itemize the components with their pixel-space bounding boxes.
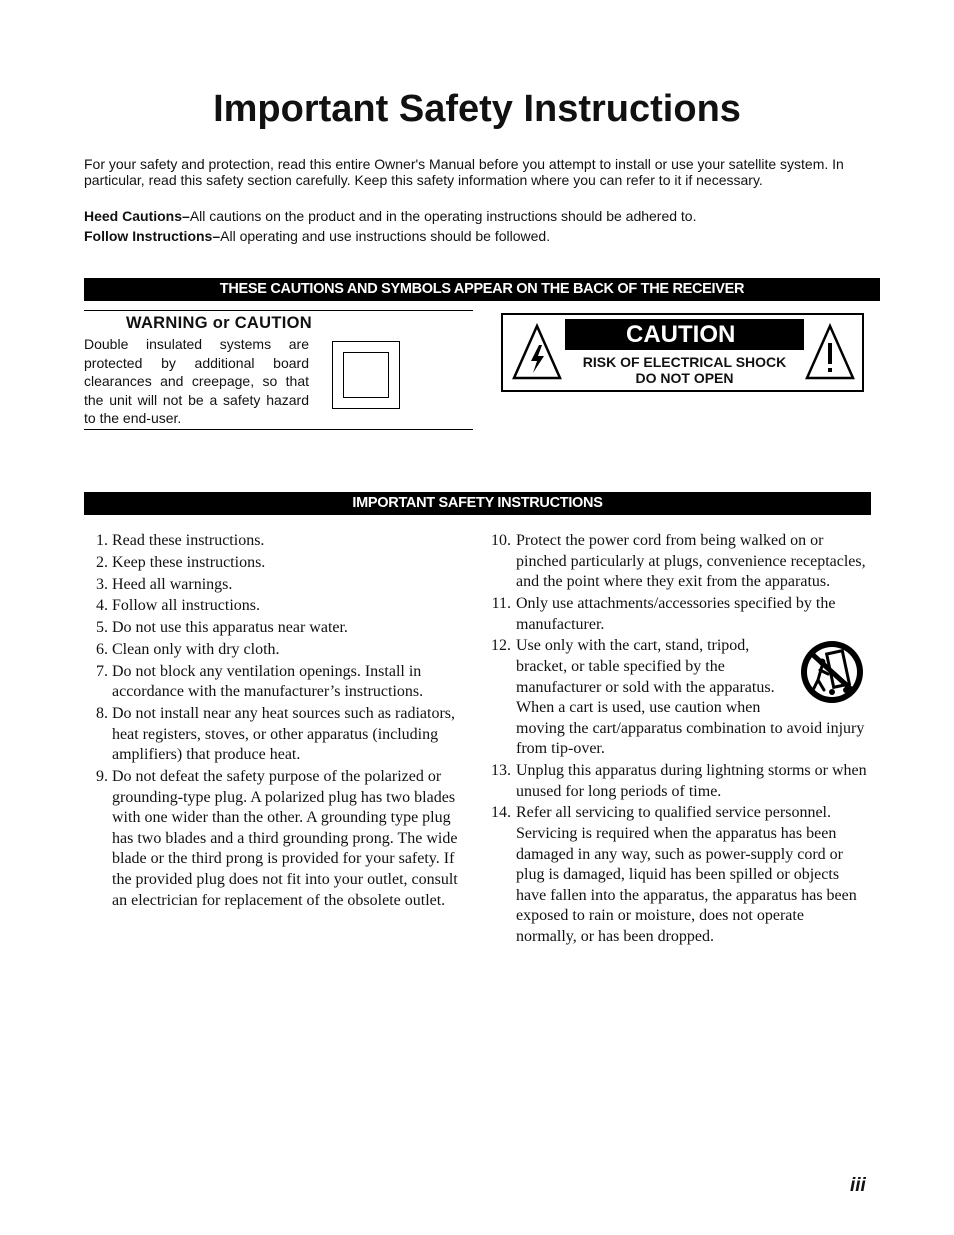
list-item-number: 10. [491, 532, 511, 549]
follow-instructions-label: Follow Instructions– [84, 228, 221, 244]
instructions-right-column [484, 531, 868, 949]
list-item-text: Keep these instructions. [112, 553, 266, 571]
list-item [84, 596, 469, 617]
heed-cautions-line [84, 208, 697, 224]
list-item-text: Protect the power cord from being walked on or pinched particularly at plugs, convenience receptacles, and the point where they exit from the apparatus. [516, 532, 866, 591]
heed-cautions-text: All cautions on the product and in the operating instructions should be adhered to. [189, 208, 697, 224]
list-item [84, 704, 469, 766]
list-item-number: 6. [96, 640, 108, 658]
list-item-text: Do not use this apparatus near water. [112, 619, 348, 637]
warning-heading: WARNING or CAUTION [126, 314, 312, 332]
list-item [484, 803, 868, 947]
list-item [84, 531, 469, 552]
list-item-number: 8. [96, 705, 108, 723]
double-insulated-icon [332, 341, 400, 409]
list-item-text: Do not block any ventilation openings. Install in accordance with the manufacturer’s instructions. [112, 662, 424, 701]
lightning-bolt-triangle-icon [511, 323, 563, 381]
exclamation-triangle-icon [804, 323, 856, 381]
follow-instructions-text: All operating and use instructions should be followed. [220, 228, 551, 244]
list-item-text: Clean only with dry cloth. [112, 640, 280, 658]
list-item [484, 594, 868, 635]
list-item [84, 640, 469, 661]
list-item [84, 575, 469, 596]
list-item-number: 5. [96, 619, 108, 637]
important-safety-instructions-banner: IMPORTANT SAFETY INSTRUCTIONS [84, 492, 871, 515]
list-item-text: Follow all instructions. [112, 597, 260, 615]
page-number: iii [850, 1175, 866, 1196]
double-insulated-inner-square [343, 352, 389, 398]
list-item-text: Use only with the cart, stand, tripod, bracket, or table specified by the manufacturer or sold with the apparatus. When a cart is used, use caution when moving the cart/apparatus combination to avoid injury from tip-over. [516, 637, 865, 758]
list-item [84, 767, 469, 911]
back-of-receiver-banner: THESE CAUTIONS AND SYMBOLS APPEAR ON THE BACK OF THE RECEIVER [84, 278, 880, 301]
list-item-text: Unplug this apparatus during lightning storms or when unused for long periods of time. [516, 762, 867, 800]
list-item [84, 553, 469, 574]
list-item [484, 531, 868, 593]
list-item-number: 2. [96, 553, 108, 571]
list-item-text: Only use attachments/accessories specified by the manufacturer. [516, 594, 836, 633]
list-item-number: 1. [96, 532, 108, 549]
list-item-number: 3. [96, 575, 108, 593]
heed-cautions-label: Heed Cautions– [84, 208, 190, 224]
warning-text: Double insulated systems are protected by additional board clearances and creepage, so that the unit will not be a safety hazard to the end-user. [84, 336, 309, 427]
list-item-text: Refer all servicing to qualified service personnel. Servicing is required when the apparatus has been damaged in any way, such as power-supply cord or plug is damaged, liquid has been spilled or objects have fallen into the apparatus, the apparatus has been exposed to rain or moisture, does not operate normally, or has been dropped. [516, 804, 857, 946]
caution-line-1: RISK OF ELECTRICAL SHOCK [582, 354, 787, 370]
list-item-text: Do not install near any heat sources such as radiators, heat registers, stoves, or other apparatus (including amplifiers) that produce heat. [112, 705, 456, 764]
follow-instructions-line [84, 228, 550, 244]
caution-label [501, 313, 864, 392]
list-item [84, 662, 469, 703]
list-item-text: Heed all warnings. [112, 575, 233, 593]
list-item [84, 618, 469, 639]
list-item-text: Read these instructions. [112, 532, 265, 549]
page-title: Important Safety Instructions [213, 88, 741, 130]
list-item-number: 9. [96, 768, 108, 786]
warning-box [84, 310, 473, 430]
list-item-number: 13. [491, 762, 511, 780]
caution-title: CAUTION [565, 319, 804, 350]
list-item [484, 761, 868, 802]
list-item-number: 14. [491, 804, 511, 822]
intro-paragraph [84, 157, 874, 192]
cart-tip-over-warning-icon [796, 640, 868, 711]
caution-subtitle [565, 354, 804, 386]
list-item [484, 636, 868, 760]
list-item-number: 11. [491, 594, 511, 612]
list-item-text: Do not defeat the safety purpose of the polarized or grounding-type plug. A polarized plug has two blades with one wider than the other. A grounding type plug has two blades and a third grounding prong. The wide blade or the third prong is provided for your safety. If the provided plug does not fit into your outlet, consult an electrician for replacement of the obsolete outlet. [112, 768, 458, 909]
instructions-left-column [84, 531, 469, 912]
list-item-number: 12. [491, 637, 511, 655]
list-item-number: 4. [96, 597, 108, 615]
intro-text: For your safety and protection, read this entire Owner's Manual before you attempt to install or use your satellite system. In particular, read this safety section carefully. Keep this safety information where you can refer to it if necessary. [84, 156, 844, 188]
list-item-number: 7. [96, 662, 108, 680]
caution-line-2: DO NOT OPEN [635, 370, 734, 386]
